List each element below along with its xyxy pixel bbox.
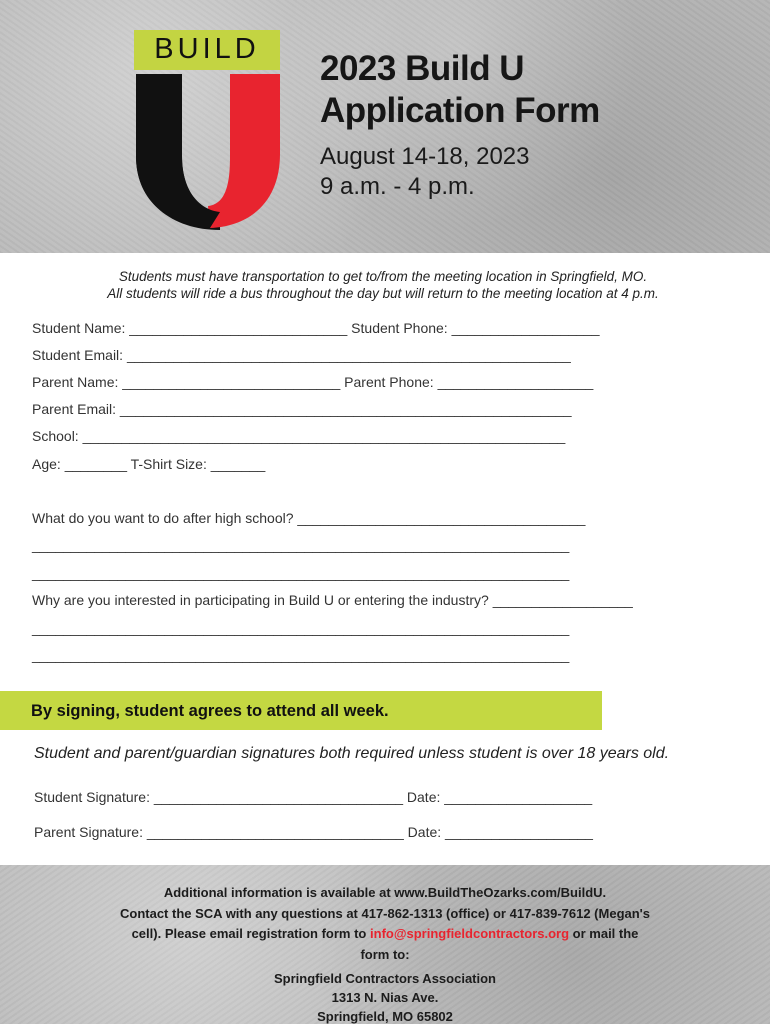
- build-u-logo: [134, 30, 284, 230]
- info-line-3-pre: cell). Please email registration form to: [131, 926, 367, 941]
- title-line-2: Application Form: [320, 91, 600, 130]
- time-line: 9 a.m. - 4 p.m.: [320, 173, 475, 200]
- parent-signature-field[interactable]: Parent Signature: _________________________________ Date: ___________________: [34, 824, 593, 840]
- mailing-address: [0, 969, 770, 1024]
- answer-line[interactable]: _____________________________________________________________________: [32, 537, 570, 553]
- question-interest[interactable]: Why are you interested in participating in Build U or entering the industry? __________________: [32, 592, 633, 608]
- agreement-banner-text: By signing, student agrees to attend all week.: [31, 702, 389, 720]
- question-after-high-school[interactable]: What do you want to do after high school? _____________________________________: [32, 510, 586, 526]
- student-email-field[interactable]: Student Email: _________________________________________________________: [32, 347, 571, 363]
- info-line-1: Additional information is available at www.BuildTheOzarks.com/BuildU.: [163, 885, 607, 900]
- student-name-phone-field[interactable]: Student Name: ____________________________ Student Phone: ___________________: [32, 320, 600, 336]
- info-line-2: Contact the SCA with any questions at 417-862-1313 (office) or 417-839-7612 (Megan's: [120, 905, 650, 921]
- answer-line[interactable]: _____________________________________________________________________: [32, 620, 570, 636]
- age-tshirt-field[interactable]: Age: ________ T-Shirt Size: _______: [32, 456, 266, 472]
- title-line-1: 2023 Build U: [320, 49, 525, 88]
- logo-u-shape: [134, 74, 284, 230]
- parent-name-phone-field[interactable]: Parent Name: ____________________________ Parent Phone: ____________________: [32, 374, 594, 390]
- answer-line[interactable]: _____________________________________________________________________: [32, 647, 570, 663]
- page-title: [320, 48, 600, 132]
- header-banner: [0, 0, 770, 253]
- footer-banner: [0, 865, 770, 1024]
- parent-email-field[interactable]: Parent Email: __________________________________________________________: [32, 401, 572, 417]
- info-line-4: form to:: [360, 946, 410, 962]
- agreement-banner: [0, 691, 602, 730]
- email-link[interactable]: info@springfieldcontractors.org: [370, 926, 570, 941]
- event-dates: [320, 142, 530, 202]
- signature-requirement-note: Student and parent/guardian signatures both required unless student is over 18 years old.: [34, 745, 670, 762]
- address-street: 1313 N. Nias Ave.: [331, 990, 439, 1005]
- answer-line[interactable]: _____________________________________________________________________: [32, 565, 570, 581]
- transport-notice-line-2: All students will ride a bus throughout the day but will return to the meeting location at 4 p.m.: [107, 286, 659, 301]
- school-field[interactable]: School: ______________________________________________________________: [32, 428, 566, 444]
- date-line: August 14-18, 2023: [320, 143, 530, 170]
- transport-notice: [0, 268, 766, 302]
- info-line-3-post: or mail the: [572, 926, 639, 941]
- student-signature-field[interactable]: Student Signature: ________________________________ Date: ___________________: [34, 789, 593, 805]
- transport-notice-line-1: Students must have transportation to get to/from the meeting location in Springfield, MO.: [118, 269, 648, 284]
- address-city: Springfield, MO 65802: [317, 1009, 453, 1024]
- contact-info: [80, 883, 690, 965]
- logo-build-text: BUILD: [154, 33, 260, 65]
- info-line-3: [80, 924, 690, 945]
- address-org: Springfield Contractors Association: [274, 971, 496, 986]
